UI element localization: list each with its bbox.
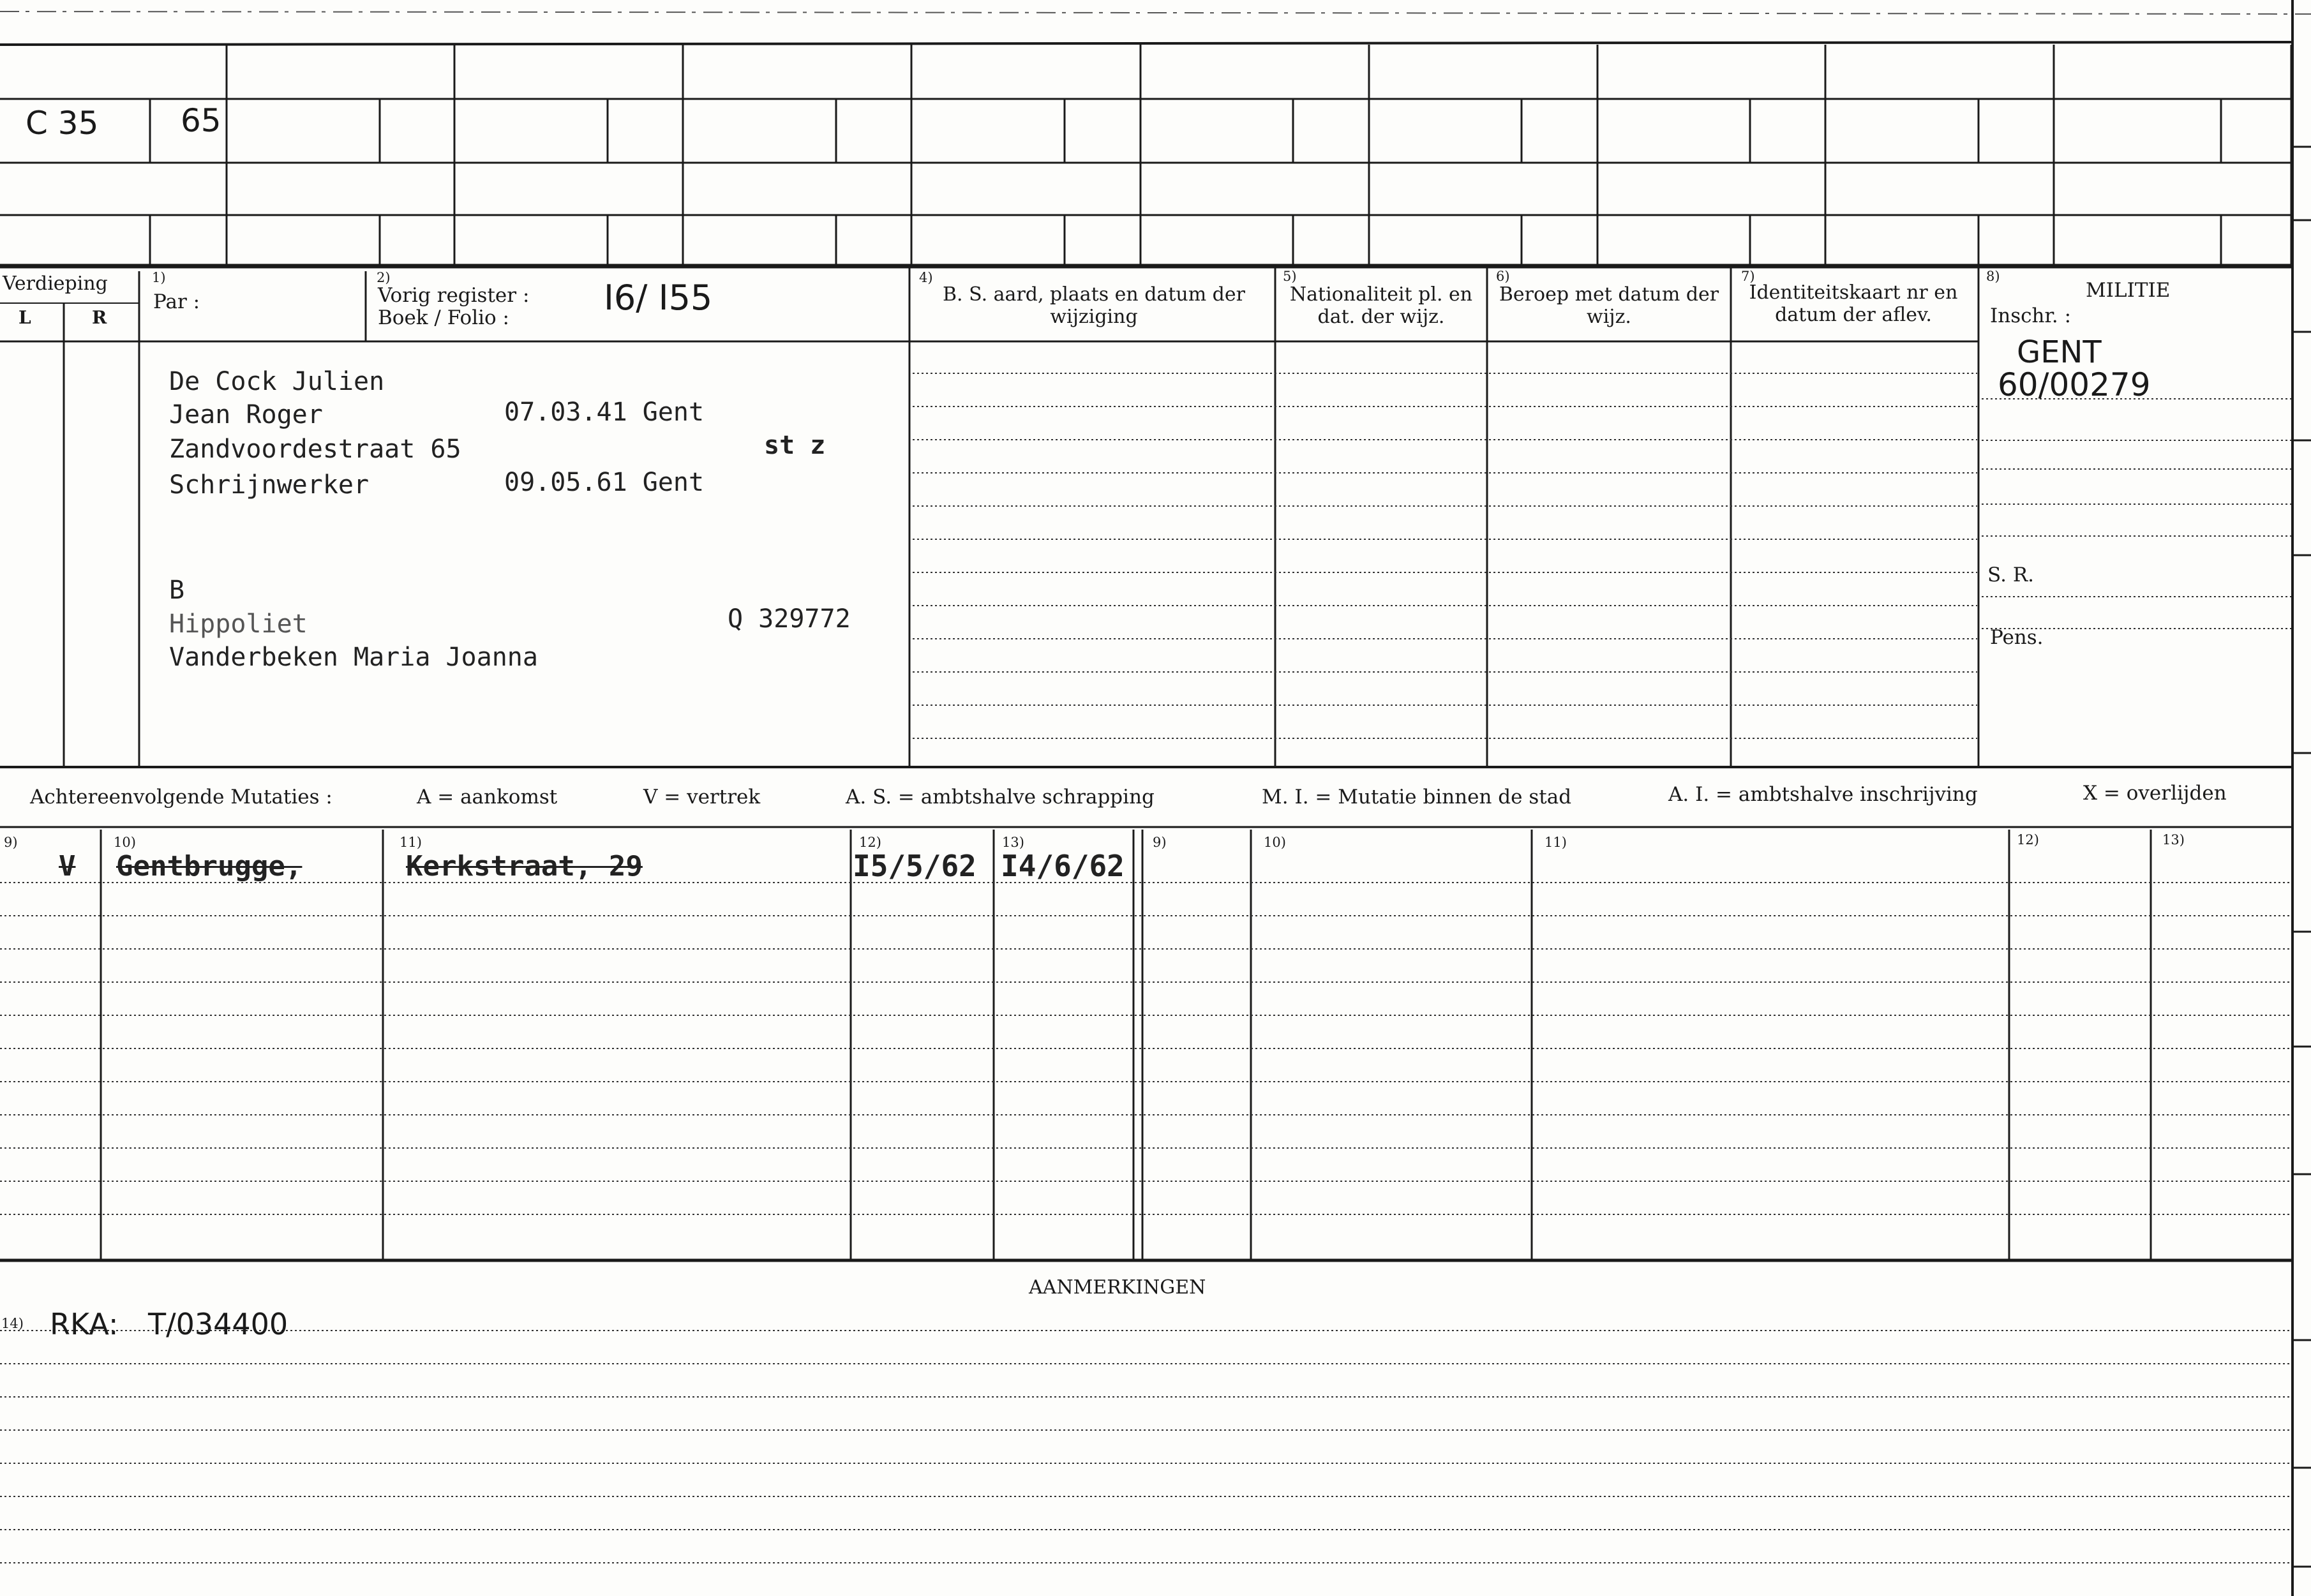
field-number-5: 5) xyxy=(1283,269,1297,284)
legend-mi: M. I. = Mutatie binnen de stad xyxy=(1262,786,1572,809)
person-mother: Vanderbeken Maria Joanna xyxy=(169,643,538,672)
scan-edge xyxy=(0,11,2311,14)
verdieping-label: Verdieping xyxy=(3,272,108,295)
mut-col-13-left: 13) xyxy=(1002,835,1024,850)
mutation-place: Gentbrugge, xyxy=(116,850,303,883)
beroep-caption: Beroep met datum der wijz. xyxy=(1499,283,1719,328)
field-number-2: 2) xyxy=(377,270,391,285)
mut-col-9-right: 9) xyxy=(1153,835,1167,850)
mut-col-9-left: 9) xyxy=(4,835,18,850)
field-number-6: 6) xyxy=(1496,269,1510,284)
person-father: Hippoliet xyxy=(169,609,308,639)
sr-label: S. R. xyxy=(1987,563,2035,586)
rka-label: RKA: xyxy=(50,1307,119,1341)
mutation-street: Kerkstraat, 29 xyxy=(406,850,643,883)
identiteit-caption: Identiteitskaart nr en datum der aflev. xyxy=(1749,281,1958,326)
mutation-type: V xyxy=(59,850,76,883)
person-b: B xyxy=(169,576,185,605)
legend-v: V = vertrek xyxy=(643,786,761,809)
mut-col-12-right: 12) xyxy=(2017,832,2039,847)
par-label: Par : xyxy=(153,290,200,313)
field-number-4: 4) xyxy=(919,270,933,285)
mut-col-10-right: 10) xyxy=(1264,835,1286,850)
legend-x: X = overlijden xyxy=(2083,782,2227,805)
nationaliteit-caption: Nationaliteit pl. en dat. der wijz. xyxy=(1289,283,1473,328)
mutation-date-12: I5/5/62 xyxy=(853,849,976,883)
person-surname-first-name: De Cock Julien xyxy=(169,367,385,396)
field-number-1: 1) xyxy=(152,270,166,285)
person-profession: Schrijnwerker xyxy=(169,470,370,500)
remarks-title: AANMERKINGEN xyxy=(1029,1276,1206,1299)
mut-col-13-right: 13) xyxy=(2162,832,2185,847)
person-birth: 07.03.41 Gent xyxy=(504,398,705,427)
rka-value: T/034400 xyxy=(148,1307,288,1341)
field-number-7: 7) xyxy=(1741,269,1755,284)
bs-caption: B. S. aard, plaats en datum der wijziging xyxy=(943,283,1245,328)
mut-col-11-right: 11) xyxy=(1544,835,1567,850)
militie-number: 60/00279 xyxy=(1998,366,2151,403)
person-other-names: Jean Roger xyxy=(169,400,323,429)
vorig-register-label: Vorig register : xyxy=(378,284,530,307)
militie-label: MILITIE xyxy=(2086,279,2171,302)
mut-col-10-left: 10) xyxy=(114,835,136,850)
legend-title: Achtereenvolgende Mutaties : xyxy=(30,786,333,809)
r-label: R xyxy=(92,307,107,328)
mut-col-12-left: 12) xyxy=(859,835,881,850)
person-date2: 09.05.61 Gent xyxy=(504,468,705,497)
legend-ai: A. I. = ambtshalve inschrijving xyxy=(1668,783,1978,806)
top-grid-border xyxy=(0,42,2291,45)
pens-label: Pens. xyxy=(1990,626,2044,649)
boek-folio-label: Boek / Folio : xyxy=(378,306,509,329)
person-address: Zandvoordestraat 65 xyxy=(169,435,461,464)
house-number: 65 xyxy=(181,102,221,139)
legend-as: A. S. = ambtshalve schrapping xyxy=(846,786,1155,809)
field-number-8: 8) xyxy=(1986,269,2000,284)
person-st: st z xyxy=(764,431,826,460)
mutation-date-13: I4/6/62 xyxy=(1001,849,1125,883)
l-label: L xyxy=(19,307,31,328)
legend-a: A = aankomst xyxy=(417,786,558,809)
inschr-label: Inschr. : xyxy=(1990,304,2072,327)
vorig-register-value: I6/ I55 xyxy=(604,278,713,318)
mut-col-11-left: 11) xyxy=(400,835,422,850)
person-id: Q 329772 xyxy=(728,604,851,634)
register-code: C 35 xyxy=(26,105,99,142)
militie-place: GENT xyxy=(2017,334,2102,370)
field-number-14: 14) xyxy=(1,1316,24,1331)
